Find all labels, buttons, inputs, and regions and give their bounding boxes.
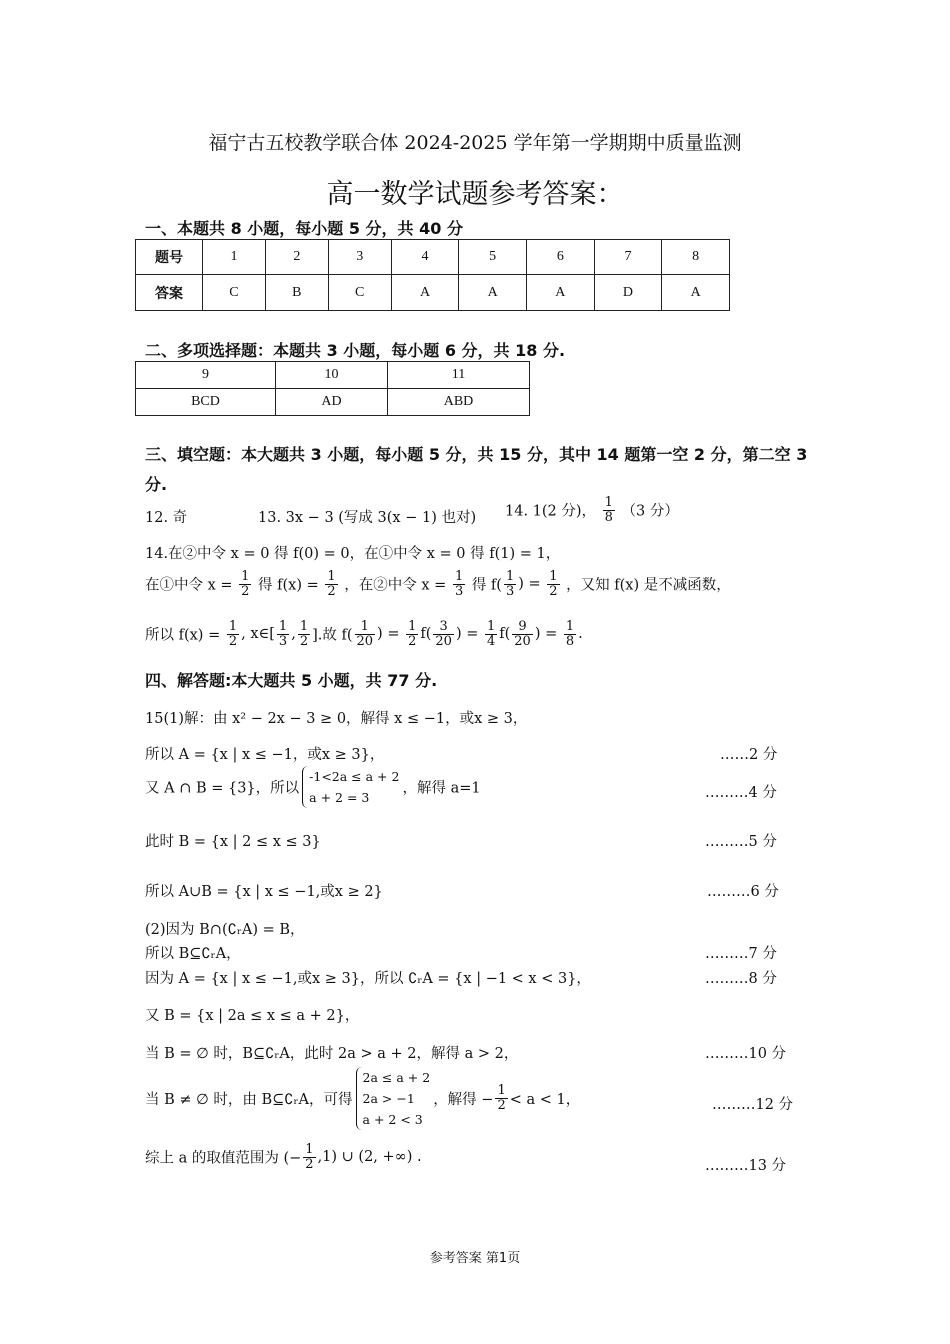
question-number: 10 xyxy=(276,362,388,389)
denominator: 3 xyxy=(505,583,515,599)
section4-heading: 四、解答题:本大题共 5 小题，共 77 分. xyxy=(145,671,438,690)
score-marker: ……2 分 xyxy=(720,747,778,763)
system-row: a + 2 < 3 xyxy=(362,1112,423,1127)
answer-cell: ABD xyxy=(388,389,530,416)
equation-system xyxy=(356,1067,431,1130)
denominator: 2 xyxy=(327,583,336,599)
solution-line: 因为 A = {x | x ≤ −1,或x ≥ 3}，所以 ∁ᵣA = {x | −1 < x < 3}， xyxy=(145,971,591,987)
numerator: 1 xyxy=(505,569,515,584)
text: 得 f(x) = xyxy=(258,577,319,594)
fraction xyxy=(603,496,615,524)
score-marker: ………4 分 xyxy=(705,785,777,801)
text: 在①中令 x = xyxy=(145,577,233,594)
question-number: 6 xyxy=(526,240,594,275)
answer-q12: 12. 奇 xyxy=(145,510,188,526)
answer-cell: D xyxy=(594,275,662,311)
text: ) = xyxy=(518,576,541,593)
text: 所以 f(x) = xyxy=(145,627,221,644)
solution-line xyxy=(145,1067,580,1130)
answer-cell: BCD xyxy=(136,389,276,416)
text: ) = xyxy=(455,626,479,643)
answer-cell: A xyxy=(459,275,527,311)
answer-cell: A xyxy=(662,275,730,311)
solution-line xyxy=(145,766,481,808)
text: ，又知 f(x) 是不减函数， xyxy=(566,577,731,594)
denominator: 2 xyxy=(408,633,417,649)
document-title: 福宁古五校教学联合体 2024-2025 学年第一学期期中质量监测 xyxy=(208,132,742,154)
score-marker: ………5 分 xyxy=(705,834,777,850)
question-number: 4 xyxy=(391,240,459,275)
text: 当 B ≠ ∅ 时，由 B⊆∁ᵣA，可得 xyxy=(145,1092,353,1108)
question-number: 7 xyxy=(594,240,662,275)
solution-line: 所以 A∪B = {x | x ≤ −1,或x ≥ 2} xyxy=(145,884,383,900)
score-marker: ………6 分 xyxy=(707,884,779,900)
explanation-line-2 xyxy=(145,570,731,598)
system-row: -1<2a ≤ a + 2 xyxy=(309,769,400,784)
question-number: 9 xyxy=(136,362,276,389)
numerator: 1 xyxy=(565,619,575,634)
text: ].故 f( xyxy=(312,627,353,644)
score-marker: ………12 分 xyxy=(712,1097,794,1113)
answer-cell: B xyxy=(265,275,328,311)
text: 综上 a 的取值范围为 (− xyxy=(145,1150,302,1167)
score-marker: ………8 分 xyxy=(705,971,777,987)
text: f( xyxy=(420,626,432,643)
answer-q14-second: （3 分） xyxy=(621,503,679,520)
score-marker: ………7 分 xyxy=(705,946,777,962)
denominator: 20 xyxy=(514,633,531,649)
system-row: 2a ≤ a + 2 xyxy=(362,1070,431,1085)
text: f( xyxy=(499,626,511,643)
fraction xyxy=(495,1084,507,1112)
table-row xyxy=(136,275,730,311)
numerator: 1 xyxy=(278,619,288,634)
numerator: 1 xyxy=(355,620,376,635)
fraction xyxy=(239,570,251,598)
score-marker: ………13 分 xyxy=(705,1158,787,1174)
question-number: 2 xyxy=(265,240,328,275)
numerator: 1 xyxy=(408,619,417,634)
answer-cell: C xyxy=(203,275,266,311)
solution-line: 15(1)解：由 x² − 2x − 3 ≥ 0，解得 x ≤ −1，或x ≥ 3， xyxy=(145,711,528,727)
numerator: 1 xyxy=(299,619,309,634)
section2-answer-table xyxy=(135,361,530,416)
denominator: 4 xyxy=(486,633,496,649)
text: , x∈[ xyxy=(241,626,275,643)
text: 得 f( xyxy=(471,577,502,594)
numerator: 1 xyxy=(604,495,613,510)
question-number: 3 xyxy=(328,240,391,275)
numerator: 1 xyxy=(305,1142,314,1157)
answer-cell: C xyxy=(328,275,391,311)
numerator: 1 xyxy=(549,569,558,584)
solution-line: 所以 A = {x | x ≤ −1，或x ≥ 3}， xyxy=(145,747,385,763)
denominator: 20 xyxy=(356,633,374,649)
text: ) = xyxy=(534,626,558,643)
page-footer: 参考答案 第1页 xyxy=(429,1251,521,1266)
fraction xyxy=(504,570,516,598)
system-row: 2a > −1 xyxy=(362,1091,415,1106)
question-number: 8 xyxy=(662,240,730,275)
fraction xyxy=(512,620,533,648)
fraction xyxy=(406,620,418,648)
denominator: 8 xyxy=(604,509,613,525)
fraction xyxy=(298,620,310,648)
text: ，解得 − xyxy=(433,1092,494,1108)
fraction xyxy=(485,620,497,648)
system-row: a + 2 = 3 xyxy=(309,790,370,805)
solution-line: 当 B = ∅ 时，B⊆∁ᵣA，此时 2a > a + 2，解得 a > 2， xyxy=(145,1046,519,1062)
fraction xyxy=(547,570,559,598)
denominator: 2 xyxy=(299,633,309,649)
score-marker: ………10 分 xyxy=(705,1046,787,1062)
solution-line xyxy=(145,1143,422,1171)
answer-cell: A xyxy=(391,275,459,311)
row-label-question: 题号 xyxy=(136,240,203,275)
denominator: 2 xyxy=(497,1098,506,1113)
question-number: 5 xyxy=(459,240,527,275)
numerator: 1 xyxy=(486,619,496,634)
numerator: 9 xyxy=(512,620,533,635)
denominator: 2 xyxy=(549,583,558,599)
answer-cell: AD xyxy=(276,389,388,416)
answer-q13: 13. 3x − 3 (写成 3(x − 1) 也对) xyxy=(258,510,477,526)
table-row xyxy=(136,240,730,275)
text: ，在②中令 x = xyxy=(344,577,447,594)
fraction xyxy=(564,620,576,648)
text: 又 A ∩ B = {3}，所以 xyxy=(145,780,300,797)
denominator: 20 xyxy=(435,633,452,649)
answer-cell: A xyxy=(526,275,594,311)
fraction xyxy=(453,570,465,598)
text: ,1) ∪ (2, +∞) . xyxy=(317,1149,422,1166)
fraction xyxy=(325,570,337,598)
document-subtitle: 高一数学试题参考答案： xyxy=(326,179,624,210)
numerator: 1 xyxy=(241,569,250,584)
section3-heading: 三、填空题：本大题共 3 小题，每小题 5 分，共 15 分，其中 14 题第一空 2 分，第二空 3 分. xyxy=(145,445,808,494)
solution-line: 所以 B⊆∁ᵣA， xyxy=(145,946,241,962)
answer-q14-first: 14. 1(2 分)， xyxy=(505,503,597,520)
table-row xyxy=(136,362,530,389)
explanation-line-1: 14.在②中令 x = 0 得 f(0) = 0，在①中令 x = 0 得 f(1) = 1， xyxy=(145,546,561,562)
text: ) = xyxy=(377,626,400,643)
numerator: 3 xyxy=(433,620,454,635)
denominator: 2 xyxy=(305,1156,314,1172)
fraction xyxy=(303,1143,315,1171)
solution-line: (2)因为 B∩(∁ᵣA) = B， xyxy=(145,922,305,938)
numerator: 1 xyxy=(228,619,238,634)
section1-answer-table xyxy=(135,239,730,311)
fraction xyxy=(277,620,289,648)
solution-line: 此时 B = {x | 2 ≤ x ≤ 3} xyxy=(145,834,321,850)
text: ，解得 a=1 xyxy=(402,780,481,797)
fraction xyxy=(355,620,376,648)
denominator: 8 xyxy=(565,633,575,649)
numerator: 1 xyxy=(327,569,336,584)
question-number: 11 xyxy=(388,362,530,389)
section1-heading: 一、本题共 8 小题，每小题 5 分，共 40 分 xyxy=(145,219,463,238)
numerator: 1 xyxy=(497,1083,506,1099)
denominator: 2 xyxy=(241,583,250,599)
numerator: 1 xyxy=(454,569,464,584)
row-label-answer: 答案 xyxy=(136,275,203,311)
table-row xyxy=(136,389,530,416)
text: < a < 1， xyxy=(509,1092,581,1108)
denominator: 3 xyxy=(454,583,464,599)
solution-line: 又 B = {x | 2a ≤ x ≤ a + 2}， xyxy=(145,1008,360,1024)
equation-system xyxy=(302,766,399,808)
section2-heading: 二、多项选择题：本题共 3 小题，每小题 6 分，共 18 分. xyxy=(145,341,566,360)
denominator: 2 xyxy=(228,633,238,649)
text: . xyxy=(578,626,583,643)
answer-q14 xyxy=(505,496,679,524)
denominator: 3 xyxy=(278,633,288,649)
explanation-line-3: 所以 f(x) = $\frac{1}{2}$ , x∈[ $\frac{1}{3}$ , $\frac{1}{2}$ ].故 f( $\frac{1}{20}$ ) = $\frac{1}{2}$ f( $\frac{3}{20}$ ) = $\frac{1}{4}$ f( $\frac{9}{20}$ ) = $\frac{1}{8}$ . xyxy=(145,619,583,649)
fraction xyxy=(433,620,454,648)
fraction xyxy=(227,620,239,648)
question-number: 1 xyxy=(203,240,266,275)
